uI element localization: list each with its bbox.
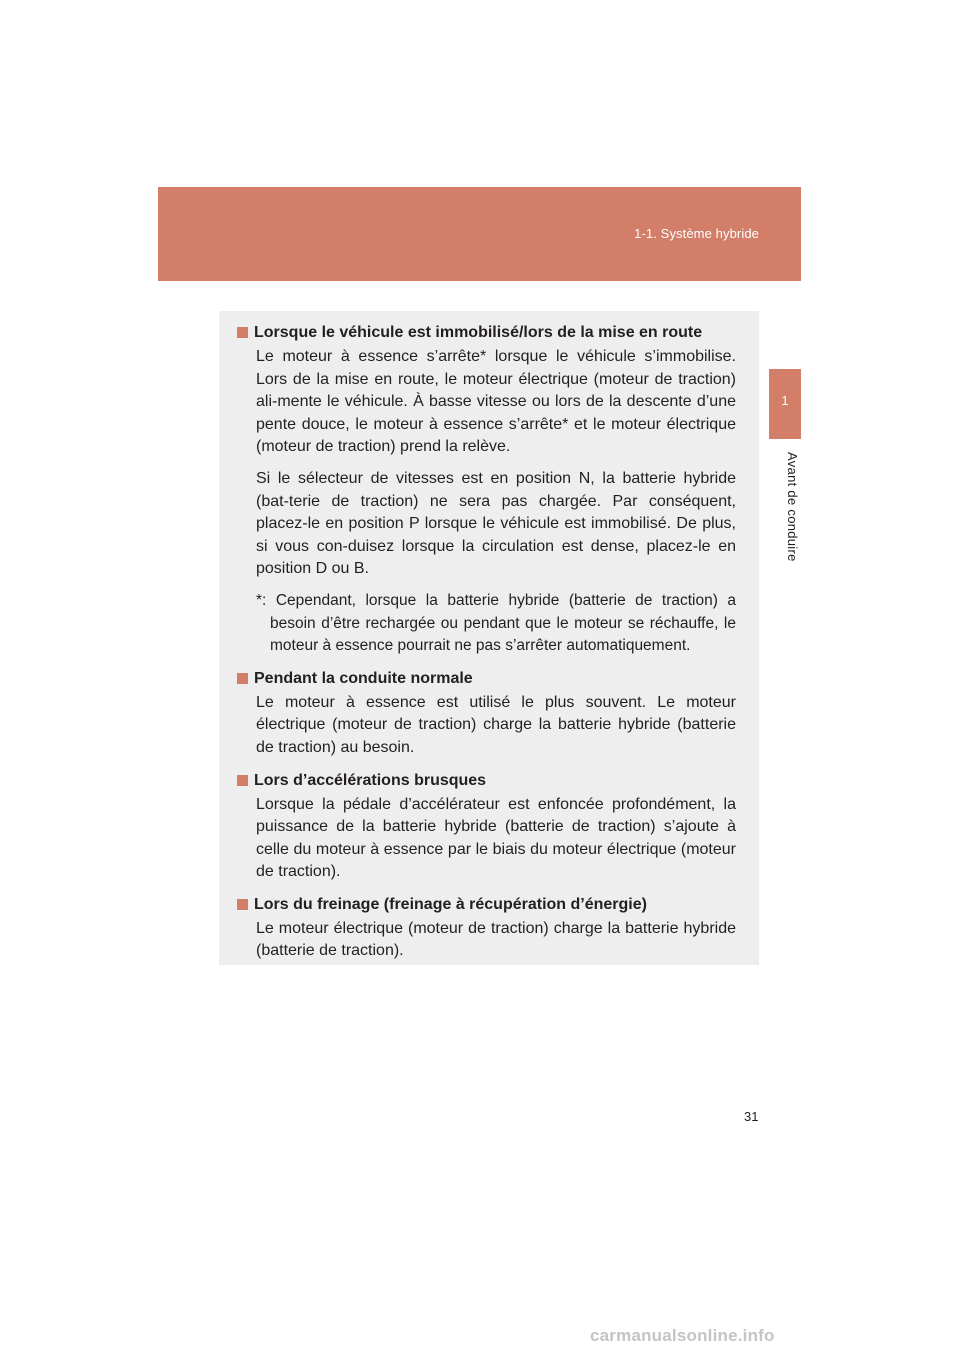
chapter-name: Avant de conduire [785,452,800,562]
square-bullet-icon [237,899,248,910]
square-bullet-icon [237,775,248,786]
section-paragraph: Si le sélecteur de vitesses est en position N, la batterie hybride (bat-terie de traction) ne sera pas chargée. Par conséquent, placez-le en position P lorsque le véhicule est immobilisé. De plus, si vous con-duisez lorsque la circulation est dense, placez-le en position D ou B. [256,469,736,578]
info-box-content [237,322,736,973]
section-heading [237,668,736,689]
section-stationary [237,322,736,658]
chapter-tab [769,369,801,439]
section-paragraph: Le moteur électrique (moteur de traction) charge la batterie hybride (batterie de traction). [256,919,736,960]
chapter-number: 1 [781,393,789,408]
section-heading [237,322,736,343]
info-box [219,311,759,965]
section-heading-text: Pendant la conduite normale [254,669,473,687]
footnote: *: Cependant, lorsque la batterie hybride (batterie de traction) a besoin d’être rechargée ou pendant que le moteur se réchauffe, le moteur à essence pourrait ne pas s’arrêter automatiquement. [256,591,736,655]
section-heading-text: Lors d’accélérations brusques [254,771,487,789]
watermark[interactable]: carmanualsonline.info [590,1326,775,1345]
section-heading-text: Lors du freinage (freinage à récupération d’énergie) [254,895,647,913]
section-paragraph: Le moteur à essence s’arrête* lorsque le véhicule s’immobilise. Lors de la mise en route, le moteur électrique (moteur de traction) ali-mente le véhicule. À basse vitesse ou lors de la descente d’une pente douce, le moteur à essence s’arrête* et le moteur électrique (moteur de traction) prend la relève. [256,348,736,456]
section-heading [237,894,736,915]
section-heading-text: Lorsque le véhicule est immobilisé/lors de la mise en route [254,324,703,341]
section-title: 1-1. Système hybride [634,226,759,241]
page-number: 31 [744,1109,759,1124]
section-paragraph: Lorsque la pédale d’accélérateur est enfoncée profondément, la puissance de la batterie hybride (batterie de traction) s’ajoute à celle du moteur à essence par le biais du moteur électrique (moteur de traction). [256,795,736,881]
header-band [158,187,801,281]
section-paragraph: Le moteur à essence est utilisé le plus souvent. Le moteur électrique (moteur de traction) charge la batterie hybride (batterie de traction) au besoin. [256,693,736,756]
section-braking [237,894,736,963]
section-acceleration [237,770,736,884]
section-heading [237,770,736,791]
section-normal-driving [237,668,736,760]
square-bullet-icon [237,673,248,684]
square-bullet-icon [237,327,248,338]
